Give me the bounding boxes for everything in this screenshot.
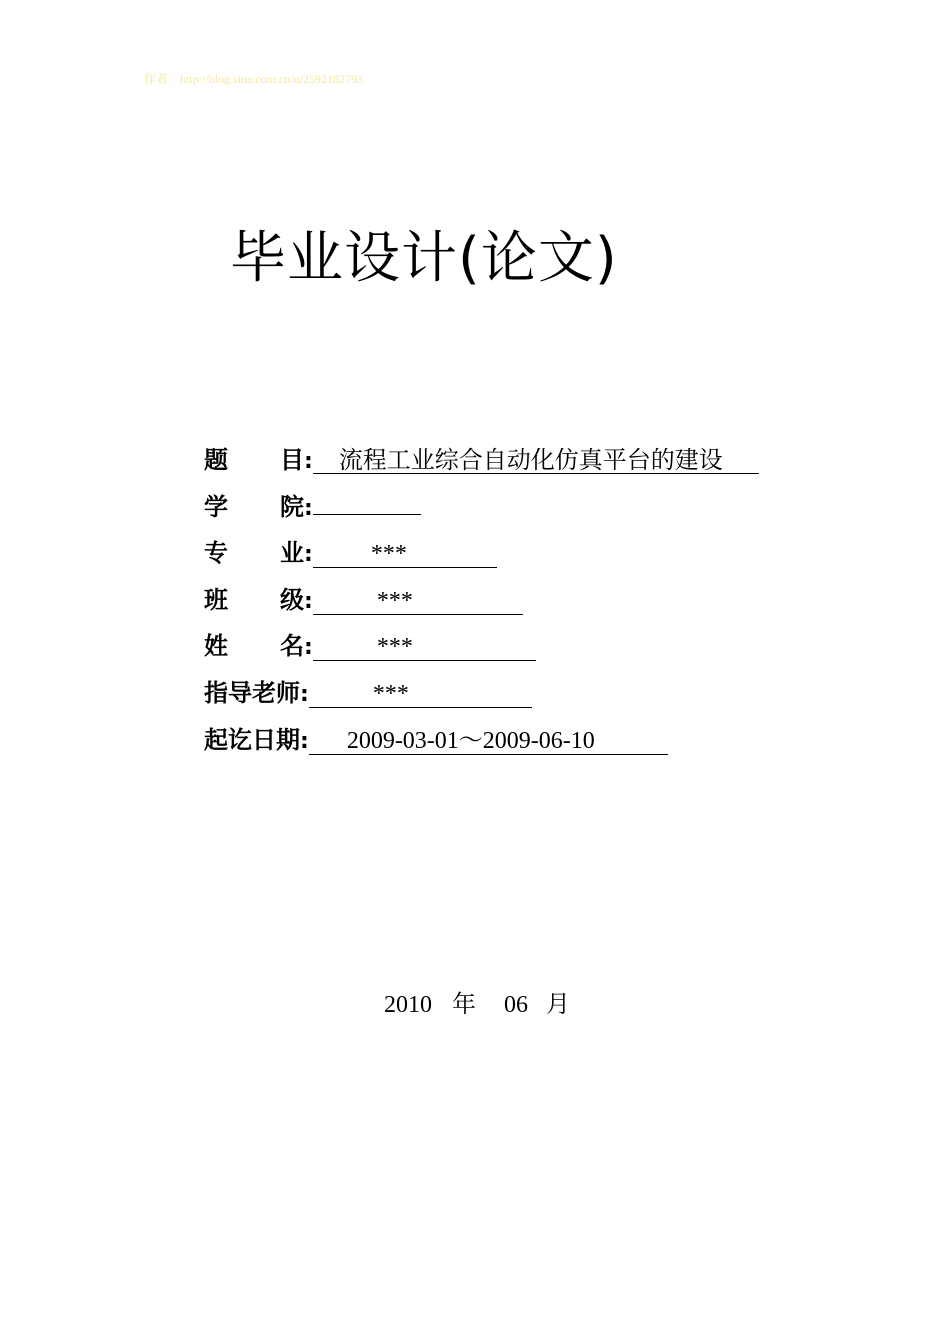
field-topic-colon: : bbox=[304, 449, 313, 474]
field-topic-label-a: 题 bbox=[204, 446, 228, 474]
field-advisor-label: 指导老师 bbox=[204, 679, 300, 707]
field-class-label-b: 级 bbox=[280, 586, 304, 614]
field-advisor-colon: : bbox=[300, 682, 309, 707]
field-topic-label-b: 目 bbox=[280, 446, 304, 474]
field-major-label-b: 业 bbox=[280, 539, 304, 567]
field-college bbox=[204, 487, 421, 519]
field-name-value: *** bbox=[313, 633, 536, 661]
field-college-label-b: 院 bbox=[280, 493, 304, 521]
field-period-label: 起讫日期 bbox=[204, 726, 300, 754]
field-advisor-value: *** bbox=[309, 680, 532, 708]
field-class-label-a: 班 bbox=[204, 586, 228, 614]
field-class-value: *** bbox=[313, 587, 523, 615]
field-major-value: *** bbox=[313, 540, 497, 568]
field-name-label-a: 姓 bbox=[204, 632, 228, 660]
field-name-label-b: 名 bbox=[280, 632, 304, 660]
field-topic-value: 流程工业综合自动化仿真平台的建设 bbox=[313, 446, 759, 474]
page-title: 毕业设计(论文) bbox=[230, 226, 618, 291]
field-college-colon: : bbox=[304, 496, 313, 521]
field-college-value bbox=[313, 487, 421, 515]
watermark-text: 作者：http://blog.sina.com.cn/u/2592182793 bbox=[144, 72, 363, 86]
field-name bbox=[204, 626, 536, 658]
field-class-colon: : bbox=[304, 589, 313, 614]
field-major bbox=[204, 533, 497, 565]
field-college-label-a: 学 bbox=[204, 493, 228, 521]
field-period-value: 2009-03-01～2009-06-10 bbox=[309, 727, 668, 755]
field-topic bbox=[204, 440, 759, 472]
date-month: 06 bbox=[504, 992, 528, 1018]
field-major-label-a: 专 bbox=[204, 539, 228, 567]
field-class bbox=[204, 580, 523, 612]
field-advisor bbox=[204, 673, 532, 705]
field-period-colon: : bbox=[300, 729, 309, 754]
field-name-colon: : bbox=[304, 635, 313, 660]
date-month-unit: 月 bbox=[546, 992, 570, 1018]
cover-date bbox=[384, 984, 570, 1019]
field-major-colon: : bbox=[304, 542, 313, 567]
date-year: 2010 bbox=[384, 992, 432, 1018]
date-year-unit: 年 bbox=[452, 992, 476, 1018]
field-period bbox=[204, 720, 668, 752]
